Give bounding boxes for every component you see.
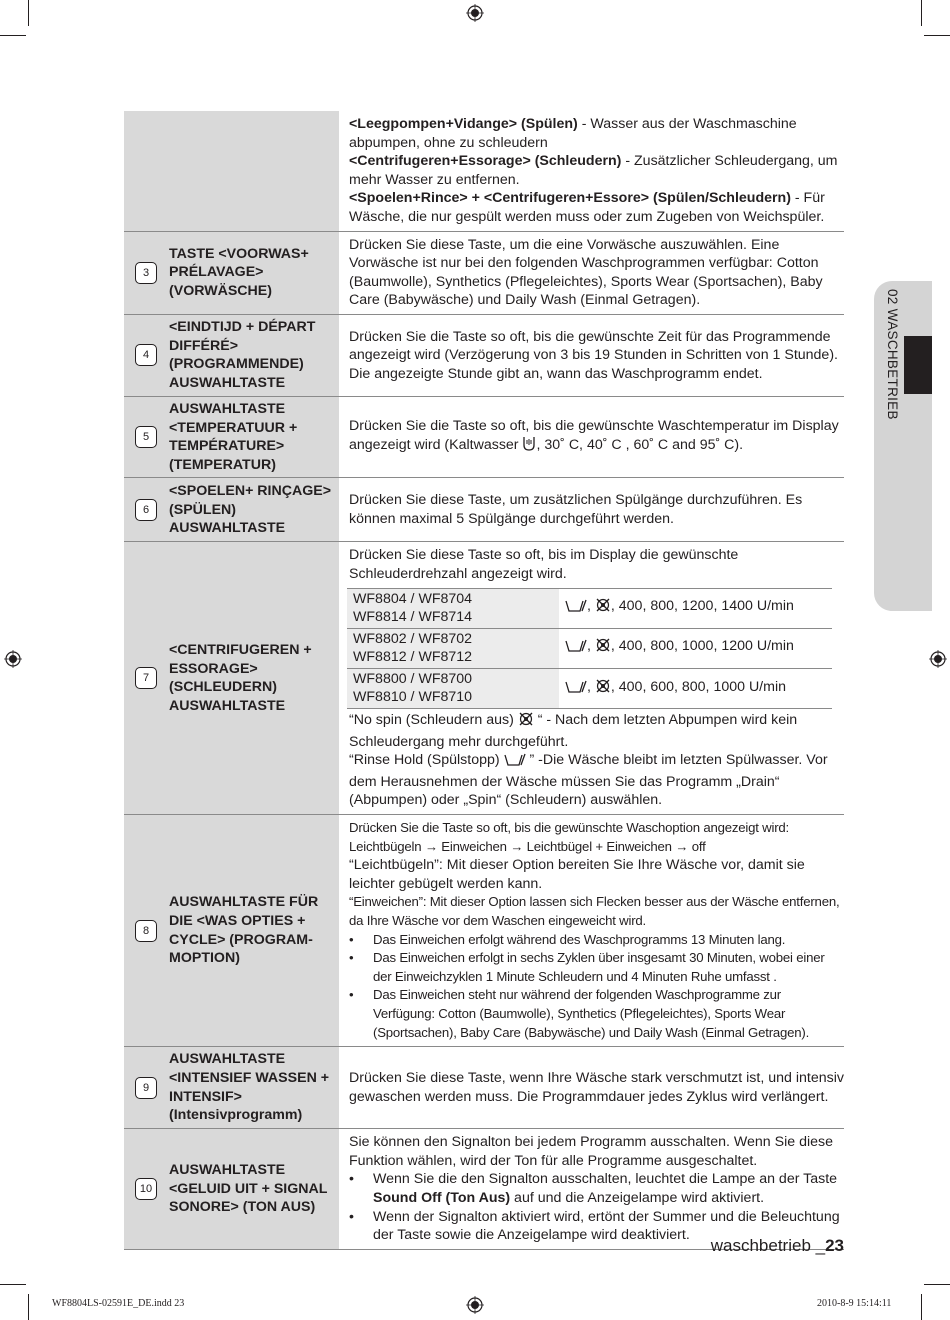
item-title: AUSWAHLTASTE <TEMPERATUUR + TEMPÉRATURE> (TEMPERATUR) bbox=[169, 400, 298, 473]
crop-mark bbox=[0, 1284, 26, 1285]
control-panel-table bbox=[124, 111, 844, 1250]
table-row bbox=[124, 231, 844, 314]
print-slug-file: WF8804LS-02591E_DE.indd 23 bbox=[52, 1298, 185, 1309]
table-row bbox=[124, 815, 844, 1047]
item-title: AUSWAHLTASTE <INTENSIEF WASSEN + INTENSIF> (Intensivprogramm) bbox=[169, 1051, 330, 1124]
table-row bbox=[124, 542, 844, 815]
spin-speed-table bbox=[347, 588, 832, 710]
table-row bbox=[124, 1129, 844, 1250]
chapter-tab-marker bbox=[904, 336, 932, 394]
page-number: 23 bbox=[825, 1236, 844, 1255]
item-title: <CENTRIFUGEREN + ESSORAGE> (SCHLEUDERN) AUSWAHLTASTE bbox=[169, 641, 312, 714]
registration-mark-icon bbox=[4, 650, 22, 668]
item-title: TASTE <VOORWAS+ PRÉLAVAGE> (VORWÄSCHE) bbox=[169, 245, 309, 300]
row-description: Drücken Sie die Taste so oft, bis die gewünschte Waschoption angezeigt wird: Leichtbügeln → Einweichen → Leichtbügel + Einweichen → off “Leichtbügeln”: Mit dieser Option bereiten Sie Ihre Wäsche vor, damit sie leichter gebügelt werden kann. “Einweichen”: Mit dieser Option lassen sich Flecken besser aus der Wäsche entfernen, da Ihre Wäsche vor dem Waschen eingeweicht wird. • Das Einweichen erfolgt während des Waschprogramms 13 Minuten lang. • Das Einweichen erfolgt in sechs Zyklen über insgesamt 30 Minuten, wobei einer der Einweichzyklen 1 Minute Schleudern und 4 Minuten Ruhe umfasst . • Das Einweichen steht nur während der folgenden Waschprogramme zur Verfügung: Cotton (Baumwolle), Synthetics (Pflegeleichtes), Sports Wear (Sportsachen), Baby Care (Babywäsche) und Daily Wash (Einmal Getragen). bbox=[339, 815, 844, 1047]
rinse-hold-icon bbox=[565, 639, 587, 659]
table-row: WF8800 / WF8700 WF8810 / WF8710 , , 400, 600, 800, 1000 U/min bbox=[347, 668, 832, 708]
item-number-badge: 5 bbox=[135, 426, 157, 448]
crop-mark bbox=[921, 0, 922, 26]
registration-mark-icon bbox=[466, 1296, 484, 1314]
row-description: <Leegpompen+Vidange> (Spülen) - Wasser aus der Waschmaschine abpumpen, ohne zu schleudern <Centrifugeren+Essorage> (Schleudern) - Zusätzlicher Schleudergang, um mehr Wasser zu entfernen. <Spoelen+Rince> + <Centrifugeren+Essore> (Spülen/Schleudern) - Für Wäsche, die nur gespült werden muss oder zum Zugeben von Weichspüler. bbox=[339, 111, 844, 231]
print-slug-date: 2010-8-9 15:14:11 bbox=[817, 1298, 892, 1309]
item-number-badge: 6 bbox=[135, 499, 157, 521]
item-title: <SPOELEN+ RINÇAGE> (SPÜLEN) AUSWAHLTASTE bbox=[169, 482, 332, 537]
table-row: WF8804 / WF8704 WF8814 / WF8714 , , 400, 800, 1200, 1400 U/min bbox=[347, 588, 832, 628]
cold-water-icon bbox=[522, 436, 536, 458]
chapter-tab bbox=[874, 281, 932, 611]
item-number-badge: 4 bbox=[135, 344, 157, 366]
item-title: AUSWAHLTASTE FÜR DIE <WAS OPTIES + CYCLE> (PROGRAM-MOPTION) bbox=[169, 894, 319, 967]
crop-mark bbox=[924, 35, 950, 36]
table-row bbox=[124, 314, 844, 396]
crop-mark bbox=[0, 35, 26, 36]
list-item: • Wenn der Signalton aktiviert wird, ertönt der Summer und die Beleuchtung der Taste sowie die Anzeigelampe wird deaktiviert. bbox=[349, 1208, 840, 1244]
table-row bbox=[124, 478, 844, 542]
table-row bbox=[124, 1047, 844, 1129]
table-row bbox=[124, 396, 844, 477]
crop-mark bbox=[921, 1294, 922, 1320]
crop-mark bbox=[28, 0, 29, 26]
item-number-badge: 8 bbox=[135, 920, 157, 942]
item-number-badge: 9 bbox=[135, 1077, 157, 1099]
item-title: AUSWAHLTASTE <GELUID UIT + SIGNAL SONORE> (TON AUS) bbox=[169, 1162, 328, 1216]
table-row bbox=[124, 111, 844, 231]
item-number-badge: 3 bbox=[135, 262, 157, 284]
no-spin-icon bbox=[595, 637, 611, 659]
list-item: • Wenn Sie die den Signalton ausschalten, leuchtet die Lampe an der Taste Sound Off (Ton Aus) auf und die Anzeigelampe wird aktiviert. bbox=[349, 1171, 838, 1206]
item-number-badge: 7 bbox=[135, 667, 157, 689]
item-number-badge: 10 bbox=[135, 1178, 157, 1200]
no-spin-icon bbox=[595, 678, 611, 700]
item-title: <EINDTIJD + DÉPART DIFFÉRÉ> (PROGRAMMENDE) AUSWAHLTASTE bbox=[169, 319, 316, 392]
no-spin-icon bbox=[518, 711, 534, 733]
page-footer: waschbetrieb _23 bbox=[710, 1236, 844, 1255]
row-description: Drücken Sie diese Taste so oft, bis im Display die gewünschte Schleuderdrehzahl angezeigt wird. WF8804 / WF8704 WF8814 / WF8714 , , 400, 800, 1200, 1400 U/min WF8802 / WF8702 WF8812 / WF8712 , , 400, 800, 1000, 1200 U/min WF8800 / WF8700 WF8810 / WF8710 , , 400, 600, 800, 1000 U/min “No spin (Schleudern aus) “ - Nach dem letzten Abpumpen wird kein Schleudergang mehr durchgeführt. “Rinse Hold (Spülstopp) ” -Die Wäsche bleibt im letzten Spülwasser. Vor dem Herausnehmen der Wäsche müssen Sie das Programm „Drain“ (Abpumpen) oder „Spin“ (Schleudern) auswählen. bbox=[339, 542, 844, 815]
rinse-hold-icon bbox=[565, 599, 587, 619]
row-description: Drücken Sie diese Taste, um die eine Vorwäsche auszuwählen. Eine Vorwäsche ist nur bei den folgenden Waschprogrammen verfügbar: Cotton (Baumwolle), Synthetics (Pflegeleichtes), Sports Wear (Sportsachen), Baby Care (Babywäsche) und Daily Wash (Einmal Getragen). bbox=[339, 231, 844, 314]
registration-mark-icon bbox=[466, 4, 484, 22]
list-item: • Das Einweichen erfolgt in sechs Zyklen über insgesamt 30 Minuten, wobei einer der Einweichzyklen 1 Minute Schleudern und 4 Minuten Ruhe umfasst . bbox=[349, 950, 825, 984]
row-description: Drücken Sie diese Taste, um zusätzlichen Spülgänge durchzuführen. Es können maximal 5 Spülgänge durchgeführt werden. bbox=[339, 478, 844, 542]
rinse-hold-icon bbox=[504, 753, 526, 773]
crop-mark bbox=[924, 1284, 950, 1285]
row-description: Drücken Sie die Taste so oft, bis die gewünschte Zeit für das Programmende angezeigt wird (Verzögerung von 3 bis 19 Stunden in Schritten von 1 Stunde). Die angezeigte Stunde gibt an, wann das Waschprogramm endet. bbox=[339, 314, 844, 396]
table-row: WF8802 / WF8702 WF8812 / WF8712 , , 400, 800, 1000, 1200 U/min bbox=[347, 628, 832, 668]
registration-mark-icon bbox=[929, 650, 947, 668]
row-description: Sie können den Signalton bei jedem Programm ausschalten. Wenn Sie diese Funktion wählen, wird der Ton für alle Programme ausgeschaltet. • Wenn Sie die den Signalton ausschalten, leuchtet die Lampe an der Taste Sound Off (Ton Aus) auf und die Anzeigelampe wird aktiviert. • Wenn der Signalton aktiviert wird, ertönt der Summer und die Beleuchtung der Taste sowie die Anzeigelampe wird deaktiviert. bbox=[339, 1129, 844, 1250]
no-spin-icon bbox=[595, 597, 611, 619]
row-description: Drücken Sie diese Taste, wenn Ihre Wäsche stark verschmutzt ist, und intensiv gewaschen werden muss. Die Programmdauer jedes Zyklus wird verlängert. bbox=[339, 1047, 844, 1129]
row-description: Drücken Sie die Taste so oft, bis die gewünschte Waschtemperatur im Display angezeigt wird (Kaltwasser , 30˚ C, 40˚ C , 60˚ C and 95˚ C). bbox=[339, 396, 844, 477]
chapter-tab-label: 02 WASCHBETRIEB bbox=[885, 289, 900, 420]
crop-mark bbox=[28, 1294, 29, 1320]
list-item: • Das Einweichen erfolgt während des Waschprogramms 13 Minuten lang. bbox=[349, 931, 786, 947]
list-item: • Das Einweichen steht nur während der folgenden Waschprogramme zur Verfügung: Cotton (Baumwolle), Synthetics (Pflegeleichtes), Sports Wear (Sportsachen), Baby Care (Babywäsche) und Daily Wash (Einmal Getragen). bbox=[349, 987, 810, 1040]
rinse-hold-icon bbox=[565, 680, 587, 700]
